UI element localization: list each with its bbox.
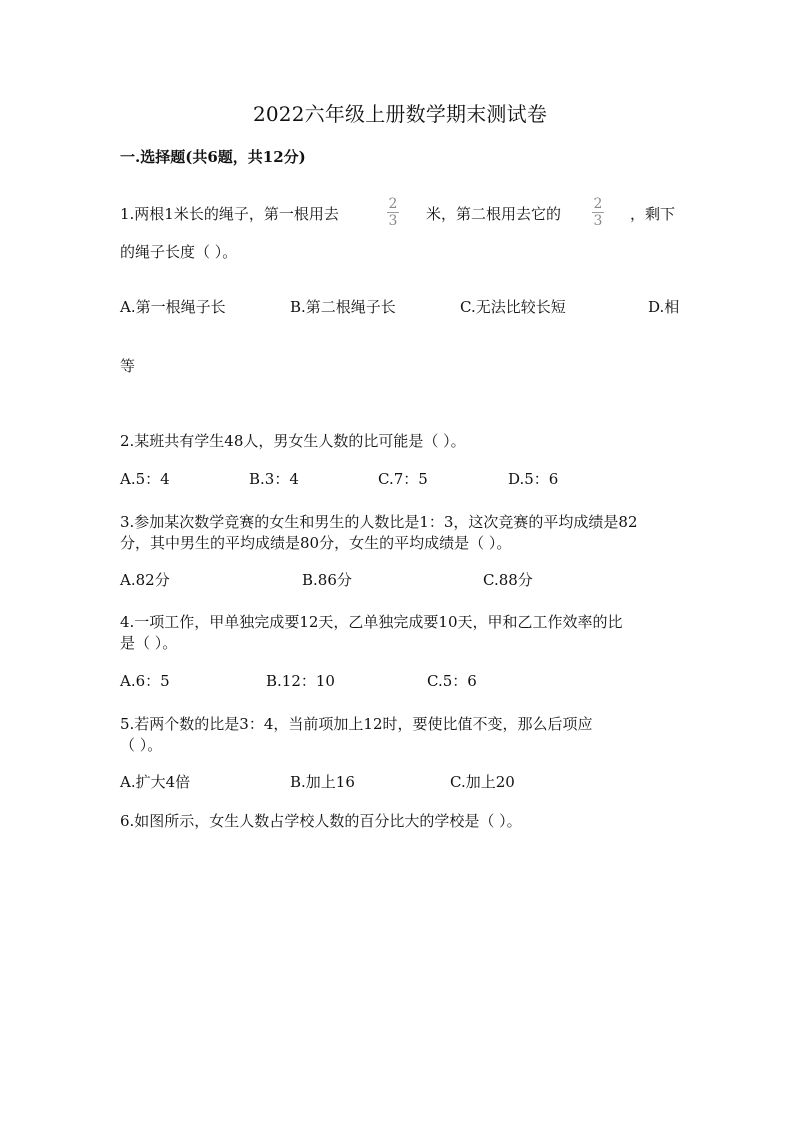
question-1-option-d: D.相 [648,298,680,316]
question-2-option-b: B.3：4 [249,470,299,488]
page-title: 2022六年级上册数学期末测试卷 [252,102,548,126]
question-2-option-a: A.5：4 [120,470,170,488]
question-5-line-1: 5.若两个数的比是3：4，当前项加上12时，要使比值不变，那么后项应 [120,715,593,733]
section-title: 一.选择题(共6题，共12分) [120,148,306,166]
question-4-option-b: B.12：10 [266,672,335,690]
question-3-option-a: A.82分 [120,571,170,589]
fraction-numerator: 2 [593,196,603,212]
question-1-part1: 1.两根1米长的绳子，第一根用去 [120,205,339,223]
question-1-part3: ，剩下 [630,205,676,223]
question-1-option-c: C.无法比较长短 [460,298,566,316]
question-1-option-a: A.第一根绳子长 [120,298,226,316]
question-4-line-2: 是（ ）。 [120,634,178,652]
question-3-option-c: C.88分 [483,571,533,589]
question-1-option-b: B.第二根绳子长 [290,298,396,316]
question-6: 6.如图所示，女生人数占学校人数的百分比大的学校是（ ）。 [120,812,522,830]
question-1-option-d-wrap: 等 [120,357,136,375]
fraction-denominator: 3 [388,213,398,229]
question-5-option-a: A.扩大4倍 [120,773,191,791]
question-5-option-b: B.加上16 [290,773,355,791]
question-1-fraction-2 [591,196,605,229]
question-5-line-2: （ ）。 [120,736,163,754]
question-5-option-c: C.加上20 [450,773,515,791]
question-4-option-c: C.5：6 [427,672,477,690]
question-3-line-1: 3.参加某次数学竞赛的女生和男生的人数比是1：3，这次竞赛的平均成绩是82 [120,513,638,531]
question-4-option-a: A.6：5 [120,672,170,690]
fraction-denominator: 3 [593,213,603,229]
question-3-line-2: 分，其中男生的平均成绩是80分，女生的平均成绩是（ ）。 [120,534,512,552]
question-1-part2: 米，第二根用去它的 [426,205,562,223]
fraction-numerator: 2 [388,196,398,212]
question-1-fraction-1 [386,196,400,229]
question-1-line-2: 的绳子长度（ ）。 [120,243,238,261]
question-2: 2.某班共有学生48人，男女生人数的比可能是（ ）。 [120,432,466,450]
question-2-option-c: C.7：5 [378,470,428,488]
question-3-option-b: B.86分 [302,571,352,589]
question-2-option-d: D.5：6 [508,470,559,488]
question-4-line-1: 4.一项工作，甲单独完成要12天，乙单独完成要10天，甲和乙工作效率的比 [120,613,623,631]
